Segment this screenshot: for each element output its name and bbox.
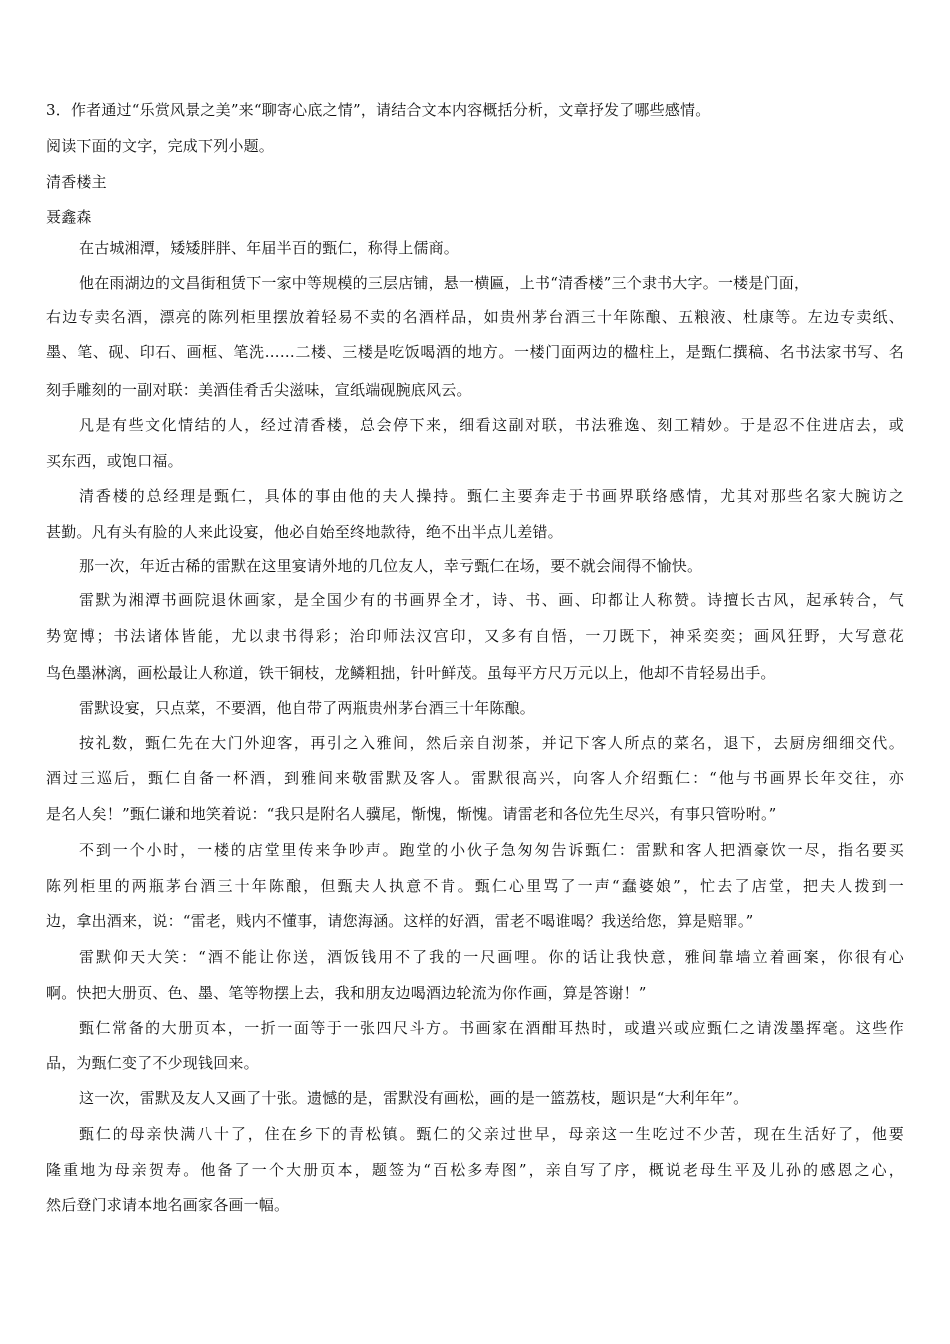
paragraph-line: 雷默为湘潭书画院退休画家，是全国少有的书画界全才，诗、书、画、印都让人称赞。诗擅长古风，起承转合，气 [79, 591, 904, 609]
article-title: 清香楼主 [46, 173, 107, 191]
paragraph-line: 不到一个小时，一楼的店堂里传来争吵声。跑堂的小伙子急匆匆告诉甄仁：雷默和客人把酒豪饮一尽，指名要买 [79, 841, 904, 859]
paragraph-line: 右边专卖名酒，漂亮的陈列柜里摆放着轻易不卖的名酒样品，如贵州茅台酒三十年陈酿、五粮液、杜康等。左边专卖纸、 [46, 308, 904, 326]
paragraph-line: 隆重地为母亲贺寿。他备了一个大册页本，题签为“百松多寿图”，亲自写了序，概说老母生平及儿孙的感恩之心， [46, 1161, 904, 1179]
paragraph-line: 边，拿出酒来，说：“雷老，贱内不懂事，请您海涵。这样的好酒，雷老不喝谁喝？我送给您，算是赔罪。” [46, 912, 754, 930]
paragraph-line: 甚勤。凡有头有脸的人来此设宴，他必自始至终地款待，绝不出半点儿差错。 [46, 523, 563, 541]
paragraph-line: 清香楼的总经理是甄仁，具体的事由他的夫人操持。甄仁主要奔走于书画界联络感情，尤其对那些名家大腕访之 [79, 487, 904, 505]
paragraph-line: 买东西，或饱口福。 [46, 452, 183, 470]
paragraph-line: 刻手雕刻的一副对联：美酒佳肴舌尖滋味，宣纸端砚腕底风云。 [46, 381, 472, 399]
paragraph-line: 鸟色墨淋漓，画松最让人称道，铁干铜枝，龙鳞粗拙，针叶鲜茂。虽每平方尺万元以上，他却不肯轻易出手。 [46, 664, 776, 682]
paragraph-line: 墨、笔、砚、印石、画框、笔洗……二楼、三楼是吃饭喝酒的地方。一楼门面两边的楹柱上，是甄仁撰稿、名书法家书写、名 [46, 343, 904, 361]
paragraph-line: 是名人矣！”甄仁谦和地笑着说：“我只是附名人骥尾，惭愧，惭愧。请雷老和各位先生尽兴，有事只管吩咐。” [46, 805, 777, 823]
paragraph-line: 酒过三巡后，甄仁自备一杯酒，到雅间来敬雷默及客人。雷默很高兴，向客人介绍甄仁：“他与书画界长年交往，亦 [46, 769, 904, 787]
paragraph-line: 品，为甄仁变了不少现钱回来。 [46, 1054, 259, 1072]
paragraph-line: 然后登门求请本地名画家各画一幅。 [46, 1196, 290, 1214]
paragraph-line: 那一次，年近古稀的雷默在这里宴请外地的几位友人，幸亏甄仁在场，要不就会闹得不愉快。 [79, 557, 703, 575]
paragraph-line: 凡是有些文化情结的人，经过清香楼，总会停下来，细看这副对联，书法雅逸、刻工精妙。于是忍不住进店去，或 [79, 416, 904, 434]
paragraph-line: 甄仁常备的大册页本，一折一面等于一张四尺斗方。书画家在酒酣耳热时，或遣兴或应甄仁之请泼墨挥毫。这些作 [79, 1019, 904, 1037]
paragraph-line: 雷默仰天大笑：“酒不能让你送，酒饭钱用不了我的一尺画哩。你的话让我快意，雅间靠墙立着画案，你很有心 [79, 948, 904, 966]
paragraph-line: 在古城湘潭，矮矮胖胖、年届半百的甄仁，称得上儒商。 [79, 239, 460, 257]
paragraph-line: 按礼数，甄仁先在大门外迎客，再引之入雅间，然后亲自沏茶，并记下客人所点的菜名，退下，去厨房细细交代。 [79, 734, 904, 752]
paragraph-line: 势宽博；书法诸体皆能，尤以隶书得彩；治印师法汉宫印，又多有自悟，一刀既下，神采奕奕；画风狂野，大写意花 [46, 627, 904, 645]
reading-instruction: 阅读下面的文字，完成下列小题。 [46, 137, 275, 155]
paragraph-line: 他在雨湖边的文昌街租赁下一家中等规模的三层店铺，悬一横匾，上书“清香楼”三个隶书大字。一楼是门面， [79, 274, 810, 292]
paragraph-line: 雷默设宴，只点菜，不要酒，他自带了两瓶贵州茅台酒三十年陈酿。 [79, 699, 536, 717]
paragraph-line: 这一次，雷默及友人又画了十张。遗憾的是，雷默没有画松，画的是一篮荔枝，题识是“大利年年”。 [79, 1089, 749, 1107]
paragraph-line: 陈列柜里的两瓶茅台酒三十年陈酿，但甄夫人执意不肯。甄仁心里骂了一声“蠢婆娘”，忙去了店堂，把夫人拨到一 [46, 877, 904, 895]
paragraph-line: 啊。快把大册页、色、墨、笔等物摆上去，我和朋友边喝酒边轮流为你作画，算是答谢！” [46, 984, 647, 1002]
article-author: 聂鑫森 [46, 208, 92, 226]
paragraph-line: 甄仁的母亲快满八十了，住在乡下的青松镇。甄仁的父亲过世早，母亲这一生吃过不少苦，现在生活好了，他要 [79, 1125, 904, 1143]
question-3: 3．作者通过“乐赏风景之美”来“聊寄心底之情”，请结合文本内容概括分析，文章抒发了哪些感情。 [46, 101, 711, 119]
